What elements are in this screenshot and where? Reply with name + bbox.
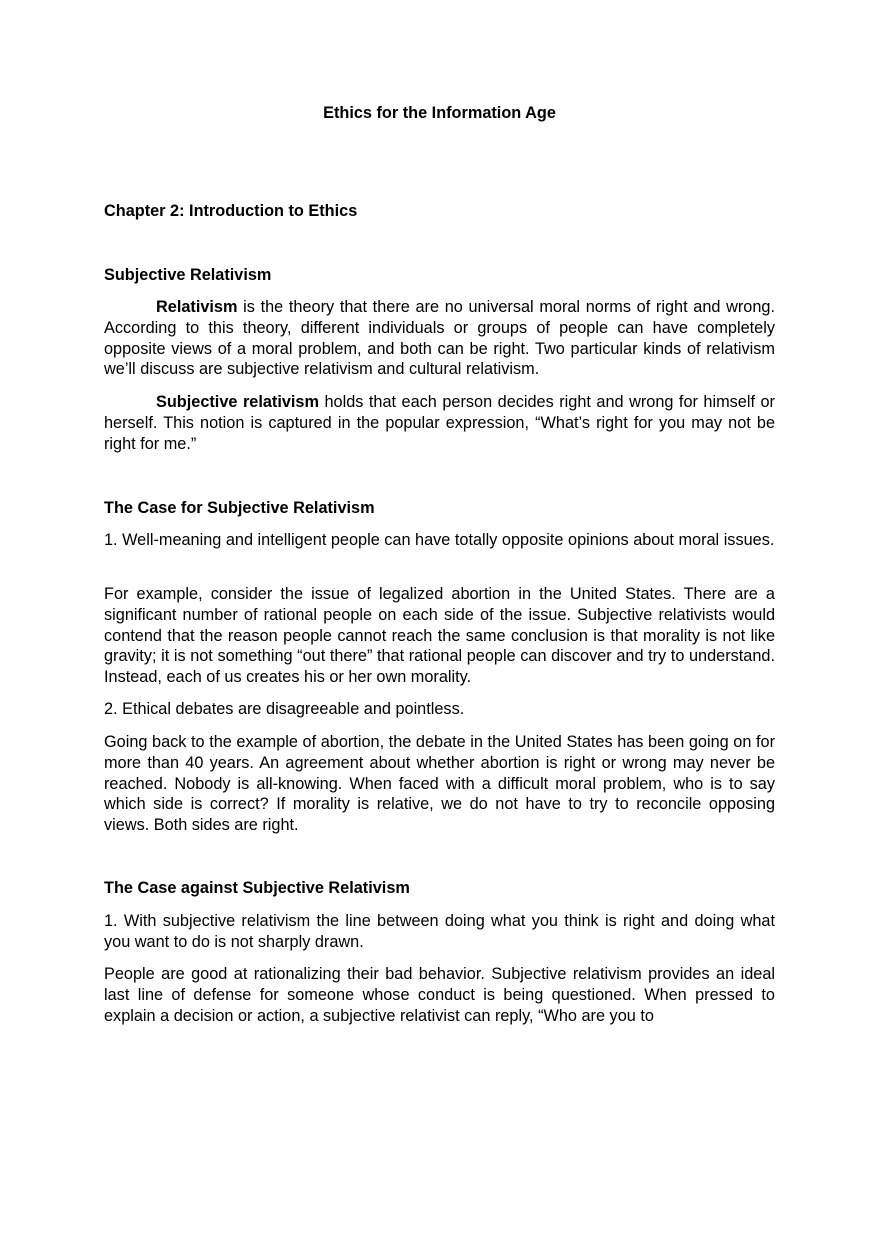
section-subjective-relativism-body — [104, 297, 775, 380]
case-for-point-2-explanation — [104, 732, 775, 836]
document-title: Ethics for the Information Age — [323, 104, 556, 122]
case-against-point-1 — [104, 911, 775, 953]
case-for-point-1-explanation — [104, 584, 775, 688]
paragraph-text: is the theory that there are no universal moral norms of right and wrong. According to this theory, different individuals or groups of people can have completely opposite views of a moral problem, and both can be right. Two particular kinds of relativism we’ll discuss are subjective relativism and cultural relativism. — [104, 298, 775, 379]
case-for-point-2 — [104, 699, 775, 720]
paragraph-text: holds that each person decides right and wrong for himself or herself. This notion is captured in the popular expression, “What’s right for you may not be right for me.” — [104, 393, 775, 453]
numbered-point: 1. Well-meaning and intelligent people can have totally opposite opinions about moral issues. — [104, 531, 775, 549]
section-heading-case-against: The Case against Subjective Relativism — [104, 879, 410, 897]
chapter-title: Chapter 2: Introduction to Ethics — [104, 202, 358, 220]
numbered-point: 1. With subjective relativism the line between doing what you think is right and doing what you want to do is not sharply drawn. — [104, 912, 775, 951]
case-against-point-1-explanation — [104, 964, 775, 1026]
paragraph-relativism-definition — [104, 297, 775, 380]
paragraph-text: Going back to the example of abortion, the debate in the United States has been going on for more than 40 years. An agreement about whether abortion is right or wrong may never be reached. Nobody is all-knowing. When faced with a difficult moral problem, who is to say which side is correct? If morality is relative, we do not have to try to reconcile opposing views. Both sides are right. — [104, 733, 775, 835]
paragraph-subjective-relativism-definition — [104, 392, 775, 454]
paragraph-text: For example, consider the issue of legalized abortion in the United States. There are a significant number of rational people on each side of the issue. Subjective relativists would contend that the reason people cannot reach the same conclusion is that morality is not like gravity; it is not something “out there” that rational people can discover and try to understand. Instead, each of us creates his or her own morality. — [104, 585, 775, 687]
paragraph-text: People are good at rationalizing their bad behavior. Subjective relativism provides an ideal last line of defense for someone whose conduct is being questioned. When pressed to explain a decision or action, a subjective relativist can reply, “Who are you to — [104, 965, 775, 1025]
term-relativism: Relativism — [156, 298, 238, 316]
numbered-point: 2. Ethical debates are disagreeable and pointless. — [104, 700, 465, 718]
term-subjective-relativism: Subjective relativism — [156, 393, 319, 411]
section-subjective-relativism-body-2 — [104, 392, 775, 454]
case-for-point-1 — [104, 530, 775, 551]
section-heading-case-for: The Case for Subjective Relativism — [104, 499, 375, 517]
section-heading-subjective-relativism: Subjective Relativism — [104, 266, 272, 284]
